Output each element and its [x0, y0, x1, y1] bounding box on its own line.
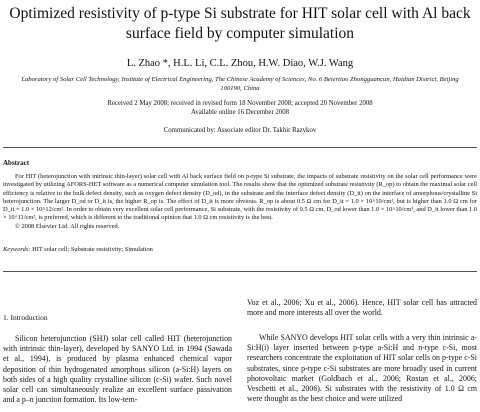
- dates-block: [0, 99, 480, 117]
- top-divider: [3, 147, 477, 148]
- author-list: L. Zhao *, H.L. Li, C.L. Zhou, H.W. Diao, W.J. Wang: [126, 58, 354, 69]
- keywords-label: Keywords:: [3, 246, 31, 253]
- abstract-text: For HIT (heterojunction with intrinsic thin-layer) solar cell with Al back surface field on p-type Si substrate, the impacts of substrate resistivity on the solar cell performance were investigated by utilizing AFORS-HET software as a numerical computer simulation tool. The results show that the optimized substrate resistivity (R_op) to obtain the maximal solar cell efficiency is relative to the bulk defect density, such as oxygen defect density (D_od), in the substrate and the interface defect density (D_it) on the interface of amorphous/crystalline Si heterojunction. The larger D_od or D_it is, the higher R_op is. The effect of D_it is more obvious. R_op is about 0.5 Ω cm for D_it = 1.0 × 10^10/cm², but is higher than 1.0 Ω cm for D_it = 1.0 × 10^12/cm². In order to obtain very excellent solar cell performance, Si substrate, with the resistivity of 0.5 Ω cm, D_od lower than 1.0 × 10^10/cm³, and D_it lower than 1.0 × 10^11/cm², is preferred, which is different to the traditional opinion that 1.0 Ω cm resistivity is the best.: [3, 173, 477, 222]
- paper-title: Optimized resistivity of p-type Si substrate for HIT solar cell with Al back surface field by computer simulation: [9, 5, 471, 42]
- affiliation: Laboratory of Solar Cell Technology, Institute of Electrical Engineering, The Chinese Academy of Sciences, No. 6 Beiertiao Zhongguancun, Haidian District, Beijing 100190, China: [21, 76, 459, 92]
- keywords-line: [3, 246, 477, 254]
- abstract-heading: Abstract: [3, 159, 30, 167]
- abstract-body: [3, 173, 477, 231]
- copyright-line: © 2008 Elsevier Ltd. All rights reserved.: [15, 222, 120, 230]
- intro-right-paragraph: While SANYO develops HIT solar cells with a very thin intrinsic a-Si:H(i) layer inserted between p-type a-Si:H and n-type c-Si, most researchers concentrate the exploitation of HIT solar cells on p-type c-Si substrates, since p-type c-Si substrates are more broadly used in current photovoltaic market (Goldbach et al., 2006; Rostan et al., 2006; Veschetti et al., 2006). Si substrates with the resistivity of 1.0 Ω cm were thought as the best choice and were utilized: [247, 333, 477, 404]
- intro-right-continuation: Voz et al., 2006; Xu et al., 2006). Hence, HIT solar cell has attracted more and more interests all over the world.: [247, 298, 477, 318]
- intro-left-column: Silicon heterojunction (SHJ) solar cell called HIT (heterojunction with intrinsic thin-layer), developed by SANYO Ltd. in 1994 (Sawada et al., 1994), is produced by plasma enhanced chemical vapor deposition of thin hydrogenated amorphous silicon (a-Si:H) layers on both sides of a high quality crystalline silicon (c-Si) wafer. Such novel solar cell can simultaneously realize an excellent surface passivation and a p–n junction formation. Its low-tem-: [3, 334, 232, 405]
- communicated-by: Communicated by: Associate editor Dr. Takhir Razykov: [163, 127, 317, 134]
- received-dates: Received 2 May 2008; received in revised form 18 November 2008; accepted 20 November 2008: [107, 100, 373, 107]
- available-online: Available online 16 December 2008: [190, 109, 290, 116]
- bottom-divider: [3, 271, 477, 272]
- section-heading: 1. Introduction: [3, 313, 48, 322]
- keywords-text: HIT solar cell; Substrate resistivity; Simulation: [32, 246, 153, 253]
